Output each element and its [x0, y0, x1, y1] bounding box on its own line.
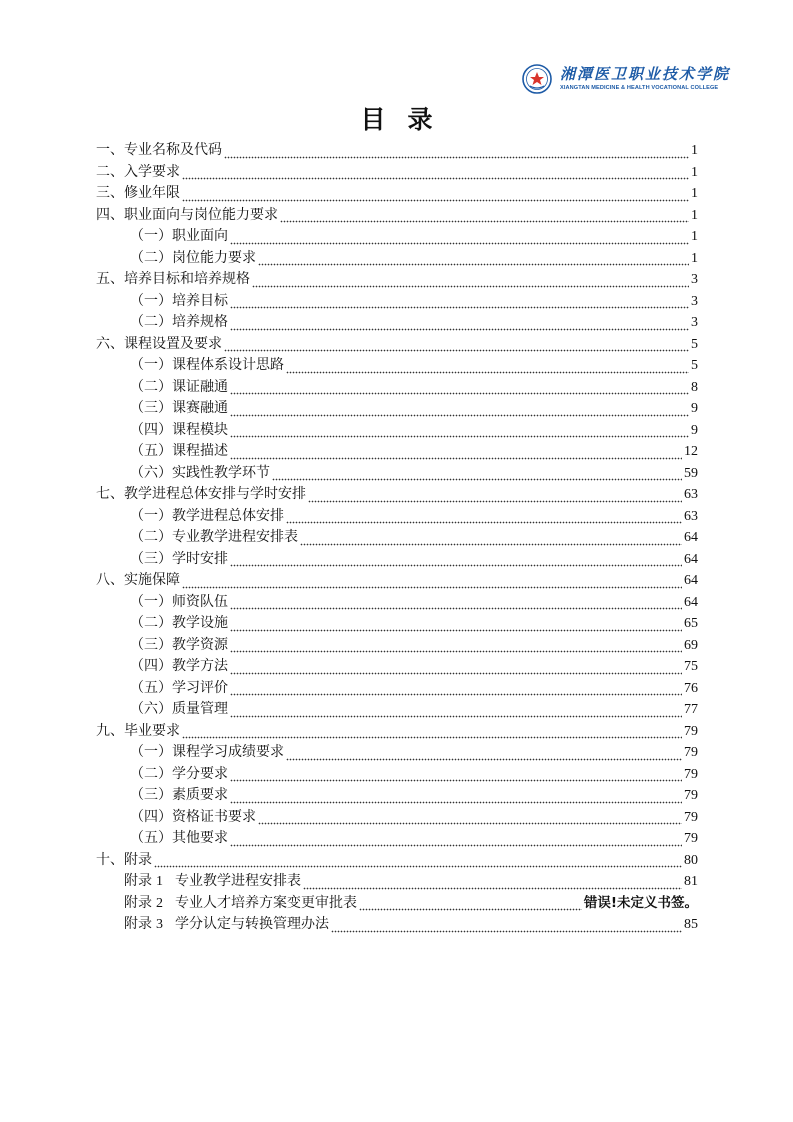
- dot-leader: [182, 192, 689, 202]
- toc-appendix-entry[interactable]: [96, 914, 698, 936]
- toc-entry-page: 63: [684, 487, 698, 502]
- dot-leader: [230, 385, 689, 395]
- toc-entry-page: 3: [691, 272, 698, 287]
- dot-leader: [224, 342, 689, 352]
- bookmark-error-text: 错误!未定义书签。: [583, 894, 698, 911]
- appendix-prefix: 附录: [124, 916, 152, 932]
- toc-entry[interactable]: [96, 398, 698, 420]
- toc-entry[interactable]: [96, 635, 698, 657]
- toc-appendix-entry[interactable]: [96, 893, 698, 915]
- toc-entry-page: 79: [684, 788, 698, 803]
- toc-entry-label: （一）职业面向: [130, 228, 228, 244]
- toc-entry-label: （六）实践性教学环节: [130, 464, 270, 481]
- dot-leader: [230, 622, 682, 632]
- toc-entry[interactable]: [96, 441, 698, 463]
- toc-entry-page: 1: [691, 207, 698, 223]
- toc-entry-label: （四）教学方法: [130, 658, 228, 674]
- toc-entry-page: 75: [684, 659, 698, 674]
- toc-entry[interactable]: [96, 850, 698, 872]
- toc-entry-label: （一）培养目标: [130, 292, 228, 309]
- dot-leader: [182, 729, 682, 739]
- appendix-prefix: 附录: [124, 894, 152, 911]
- toc-entry[interactable]: [96, 828, 698, 850]
- appendix-number: 2: [156, 895, 163, 911]
- dot-leader: [230, 772, 682, 782]
- toc-entry[interactable]: [96, 312, 698, 334]
- toc-entry-label: 八、实施保障: [96, 572, 180, 588]
- toc-entry[interactable]: [96, 463, 698, 485]
- toc-entry-page: 64: [684, 594, 698, 610]
- toc-entry-label: （五）学习评价: [130, 679, 228, 696]
- toc-entry[interactable]: [96, 742, 698, 764]
- dot-leader: [230, 665, 682, 675]
- toc-entry[interactable]: [96, 764, 698, 786]
- toc-entry[interactable]: [96, 549, 698, 571]
- toc-entry[interactable]: [96, 785, 698, 807]
- toc-entry-page: 1: [691, 250, 698, 266]
- toc-entry-page: 1: [691, 186, 698, 201]
- toc-entry[interactable]: [96, 291, 698, 313]
- toc-entry[interactable]: [96, 613, 698, 635]
- toc-entry[interactable]: [96, 592, 698, 614]
- toc-entry-label: （一）教学进程总体安排: [130, 507, 284, 524]
- toc-entry[interactable]: [96, 420, 698, 442]
- dot-leader: [230, 407, 689, 417]
- toc-entry-label: （四）课程模块: [130, 421, 228, 438]
- toc-entry-label: 五、培养目标和培养规格: [96, 271, 250, 287]
- toc-entry-page: 3: [691, 293, 698, 309]
- dot-leader: [224, 149, 689, 159]
- toc-entry-page: 63: [684, 508, 698, 524]
- toc-entry-page: 79: [684, 723, 698, 739]
- toc-entry[interactable]: [96, 269, 698, 291]
- toc-entry[interactable]: [96, 678, 698, 700]
- dot-leader: [258, 815, 682, 825]
- toc-entry-page: 76: [684, 680, 698, 696]
- dot-leader: [230, 794, 682, 804]
- toc-entry-page: 79: [684, 831, 698, 846]
- toc-entry-label: （二）学分要求: [130, 765, 228, 782]
- dot-leader: [230, 643, 682, 653]
- toc-entry[interactable]: [96, 377, 698, 399]
- toc-entry[interactable]: [96, 162, 698, 184]
- toc-entry[interactable]: [96, 355, 698, 377]
- appendix-page: 81: [684, 874, 698, 889]
- dot-leader: [258, 256, 689, 266]
- toc-entry-page: 1: [691, 164, 698, 180]
- toc-entry[interactable]: [96, 699, 698, 721]
- toc-entry[interactable]: [96, 334, 698, 356]
- toc-entry[interactable]: [96, 140, 698, 162]
- college-name-en: XIANGTAN MEDICINE & HEALTH VOCATIONAL COLLEGE: [560, 85, 719, 91]
- toc-entry-page: 69: [684, 637, 698, 653]
- dot-leader: [230, 428, 689, 438]
- dot-leader: [308, 493, 682, 503]
- toc-entry-label: （三）素质要求: [130, 787, 228, 803]
- toc-appendix-entry[interactable]: [96, 871, 698, 893]
- toc-entry-page: 64: [684, 530, 698, 545]
- toc-entry-label: （二）专业教学进程安排表: [130, 529, 298, 545]
- toc-entry-page: 12: [684, 444, 698, 459]
- toc-entry-label: 十、附录: [96, 851, 152, 868]
- dot-leader: [286, 364, 689, 374]
- toc-entry[interactable]: [96, 205, 698, 227]
- college-logo: [522, 62, 731, 98]
- toc-entry-label: 七、教学进程总体安排与学时安排: [96, 486, 306, 502]
- toc-entry-label: （二）岗位能力要求: [130, 249, 256, 266]
- college-emblem-icon: [522, 64, 552, 94]
- toc-entry-page: 64: [684, 551, 698, 567]
- toc-entry-page: 79: [684, 766, 698, 782]
- toc-entry-page: 5: [691, 358, 698, 373]
- dot-leader: [280, 213, 689, 223]
- toc-entry-label: （一）师资队伍: [130, 593, 228, 610]
- toc-entry-label: （一）课程体系设计思路: [130, 357, 284, 373]
- toc-entry-label: （三）学时安排: [130, 550, 228, 567]
- toc-entry-page: 79: [684, 809, 698, 825]
- toc-entry-label: 二、入学要求: [96, 163, 180, 180]
- toc-entry-label: 三、修业年限: [96, 185, 180, 201]
- toc-entry-label: （四）资格证书要求: [130, 808, 256, 825]
- dot-leader: [286, 514, 682, 524]
- dot-leader: [230, 450, 682, 460]
- appendix-label: 学分认定与转换管理办法: [175, 916, 329, 932]
- toc-entry-page: 80: [684, 852, 698, 868]
- dot-leader: [230, 686, 682, 696]
- toc-entry-page: 8: [691, 379, 698, 395]
- dot-leader: [230, 321, 689, 331]
- dot-leader: [230, 600, 682, 610]
- toc-entry-page: 77: [684, 702, 698, 717]
- appendix-prefix: 附录: [124, 873, 152, 889]
- dot-leader: [154, 858, 682, 868]
- toc-entry[interactable]: [96, 226, 698, 248]
- toc-entry[interactable]: [96, 527, 698, 549]
- toc-entry[interactable]: [96, 656, 698, 678]
- dot-leader: [230, 837, 682, 847]
- page-title: 目录: [360, 105, 455, 134]
- table-of-contents: [96, 140, 698, 936]
- toc-entry[interactable]: [96, 506, 698, 528]
- toc-entry-page: 65: [684, 616, 698, 631]
- toc-entry-page: 5: [691, 336, 698, 352]
- dot-leader: [230, 299, 689, 309]
- appendix-label: 专业教学进程安排表: [175, 873, 301, 889]
- toc-entry-page: 1: [691, 143, 698, 158]
- toc-entry-page: 9: [691, 422, 698, 438]
- toc-entry-page: 59: [684, 465, 698, 481]
- dot-leader: [230, 235, 689, 245]
- toc-entry-page: 1: [691, 229, 698, 244]
- toc-entry-page: 64: [684, 573, 698, 588]
- dot-leader: [272, 471, 682, 481]
- dot-leader: [303, 880, 682, 890]
- toc-entry[interactable]: [96, 484, 698, 506]
- toc-entry-label: （二）课证融通: [130, 378, 228, 395]
- toc-entry-label: （三）课赛融通: [130, 400, 228, 416]
- toc-entry-label: （三）教学资源: [130, 636, 228, 653]
- dot-leader: [230, 557, 682, 567]
- dot-leader: [182, 170, 689, 180]
- toc-entry-label: （六）质量管理: [130, 701, 228, 717]
- toc-entry-label: （二）教学设施: [130, 615, 228, 631]
- college-name-cn: 湘潭医卫职业技术学院: [560, 65, 731, 83]
- toc-entry-label: （五）其他要求: [130, 830, 228, 846]
- appendix-label: 专业人才培养方案变更审批表: [175, 894, 357, 911]
- toc-entry-label: 一、专业名称及代码: [96, 142, 222, 158]
- toc-entry[interactable]: [96, 248, 698, 270]
- toc-entry-label: 六、课程设置及要求: [96, 335, 222, 352]
- toc-entry-label: 九、毕业要求: [96, 722, 180, 739]
- dot-leader: [359, 901, 582, 911]
- dot-leader: [252, 278, 689, 288]
- dot-leader: [331, 923, 682, 933]
- appendix-number: 3: [156, 917, 163, 932]
- toc-entry-label: 四、职业面向与岗位能力要求: [96, 206, 278, 223]
- toc-entry[interactable]: [96, 183, 698, 205]
- toc-entry-page: 79: [684, 745, 698, 760]
- dot-leader: [182, 579, 682, 589]
- toc-entry-label: （五）课程描述: [130, 443, 228, 459]
- appendix-page: 85: [684, 917, 698, 932]
- dot-leader: [286, 751, 682, 761]
- toc-entry-page: 9: [691, 401, 698, 416]
- dot-leader: [300, 536, 682, 546]
- toc-entry[interactable]: [96, 721, 698, 743]
- toc-entry-label: （二）培养规格: [130, 314, 228, 330]
- toc-entry-label: （一）课程学习成绩要求: [130, 744, 284, 760]
- appendix-number: 1: [156, 874, 163, 889]
- toc-entry-page: 3: [691, 315, 698, 330]
- toc-entry[interactable]: [96, 570, 698, 592]
- toc-entry[interactable]: [96, 807, 698, 829]
- dot-leader: [230, 708, 682, 718]
